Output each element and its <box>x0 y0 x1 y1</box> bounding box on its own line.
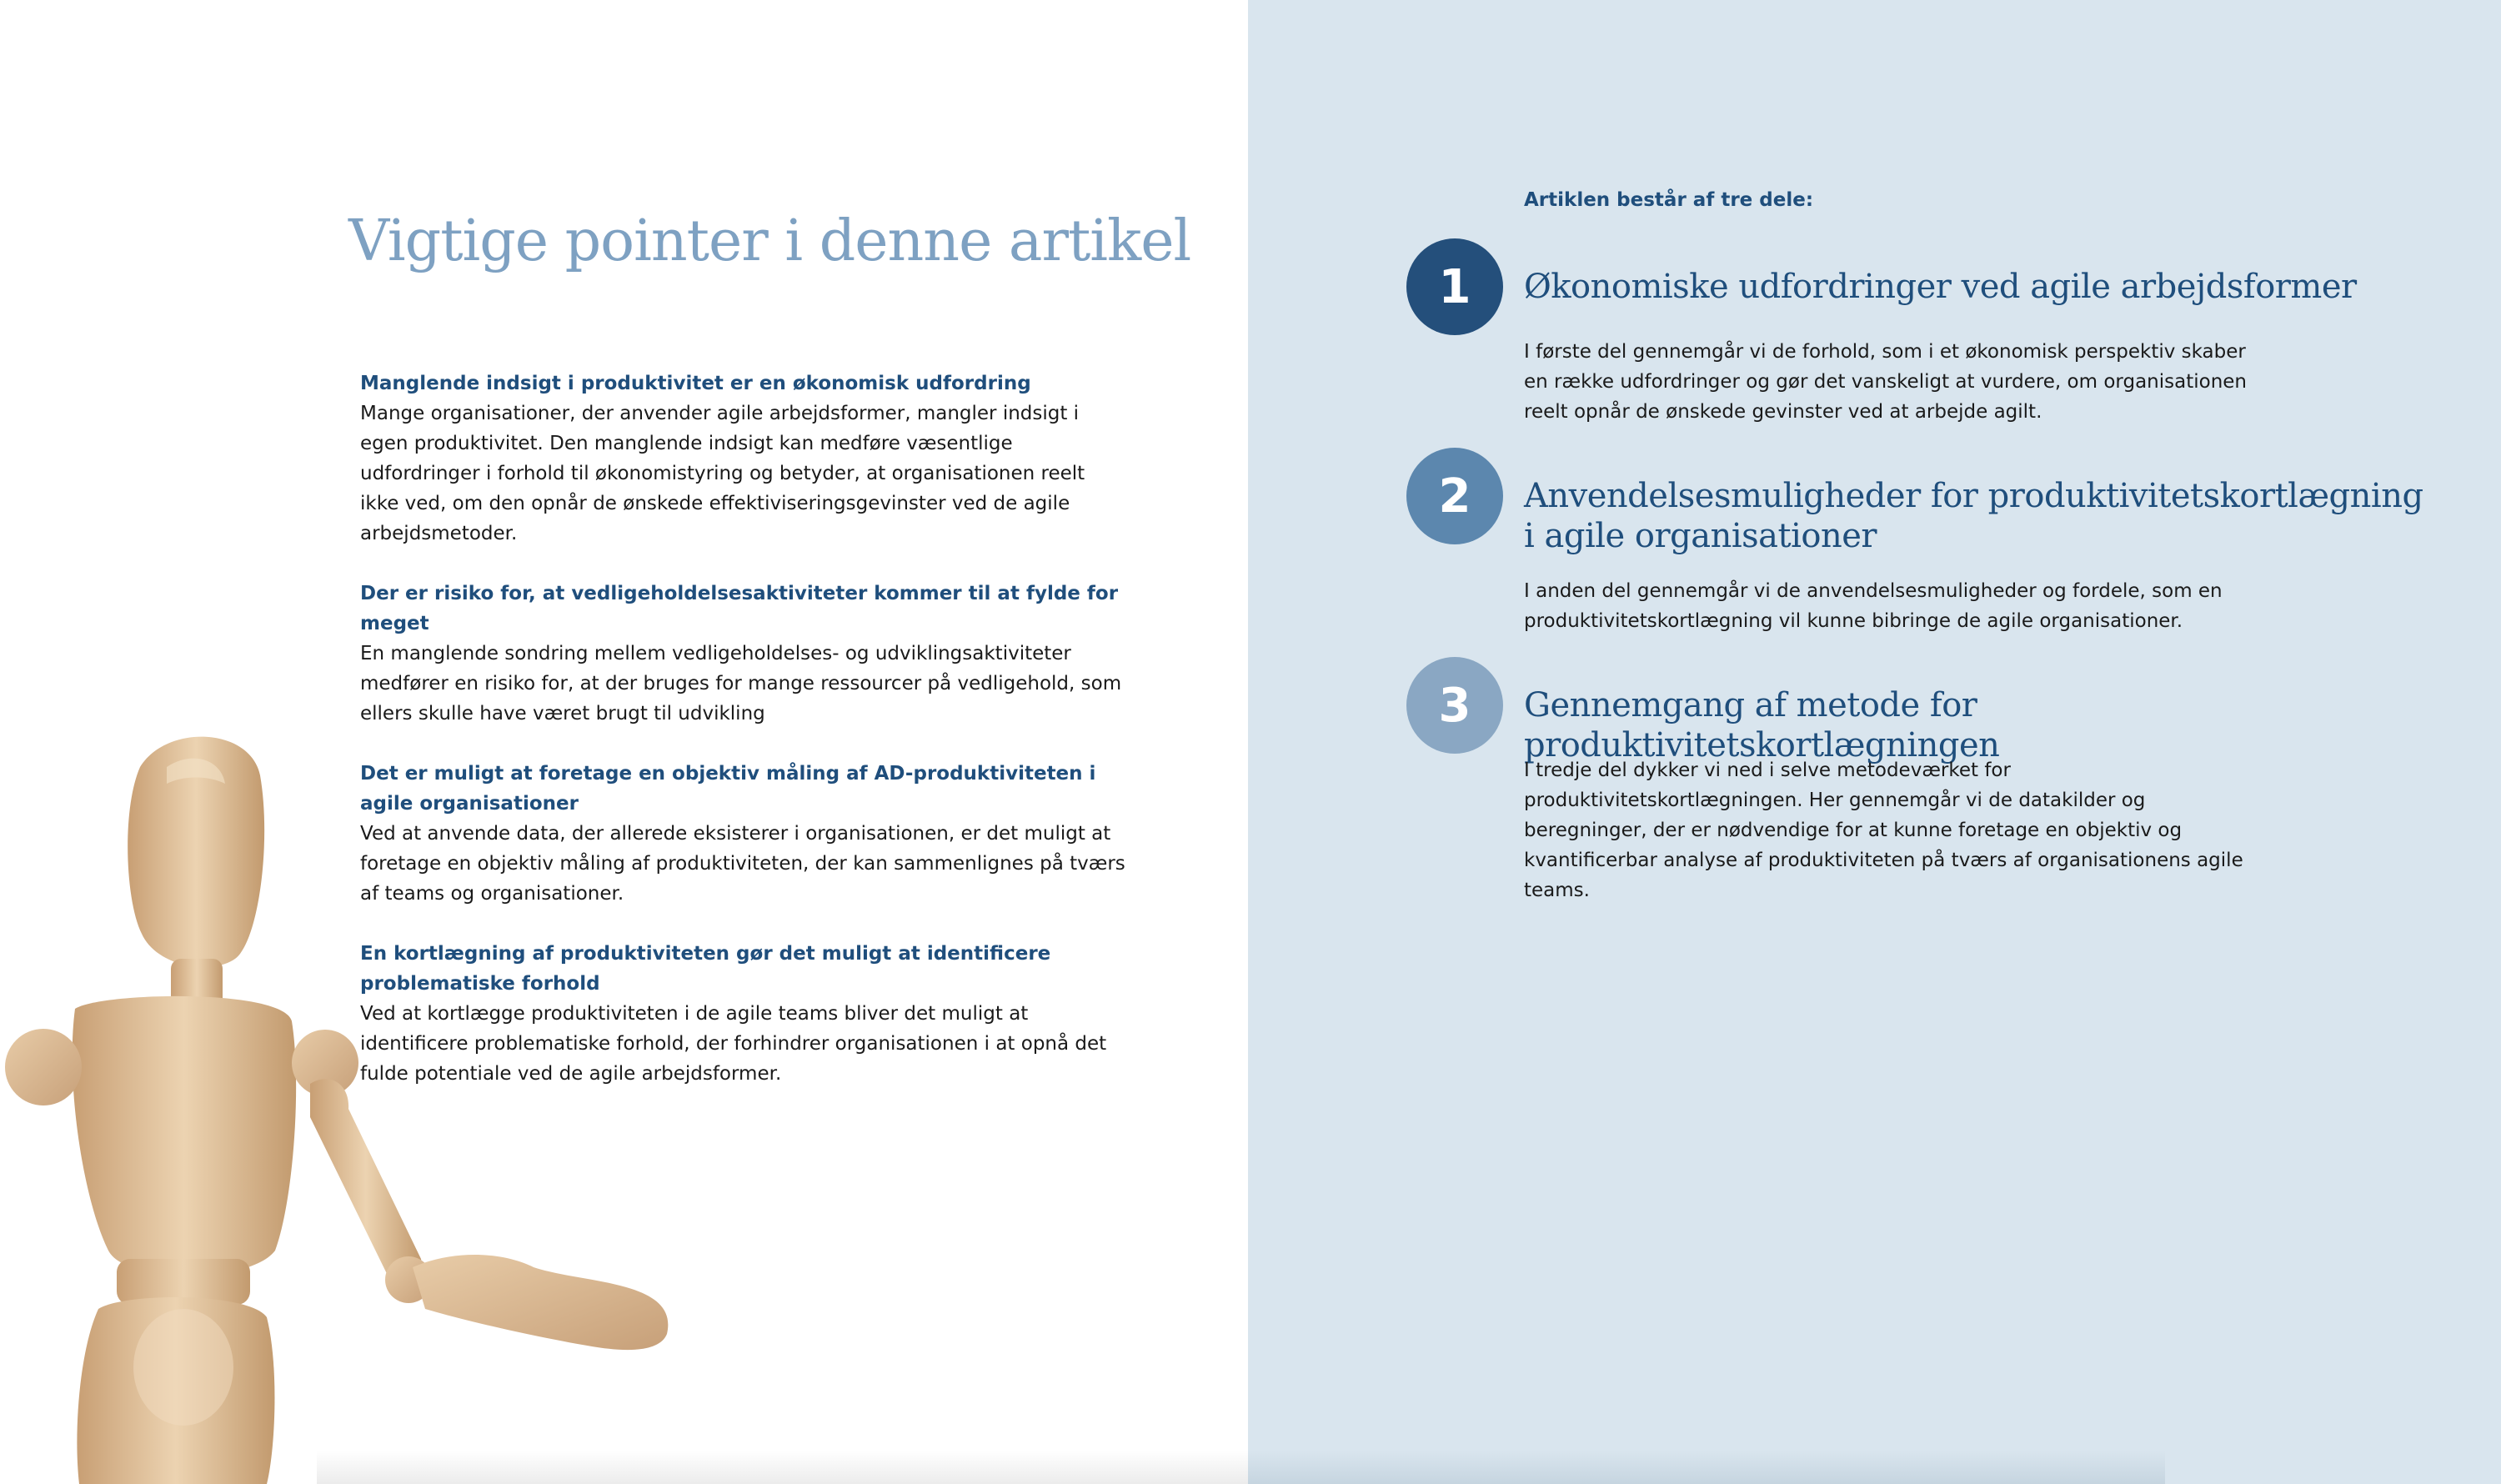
section-number-badge: 1 <box>1406 238 1503 335</box>
page-bottom-shadow <box>1248 1451 2165 1484</box>
key-point-heading: Det er muligt at foretage en objektiv måling af AD-produktiviteten i agile organisationer <box>360 763 1096 815</box>
section-title: Gennemgang af metode for produktivitetskortlægningen <box>1524 686 2000 765</box>
right-page <box>1248 0 2501 1484</box>
section-body: I tredje del dykker vi ned i selve metodeværket for produktivitetskortlægningen. Her gennemgår vi de datakilder og beregninger, der er nødvendige for at kunne foretage en objektiv og kvantificerbar analyse af produktiviteten på tværs af organisationens agile teams. <box>1524 760 2243 901</box>
section-body: I første del gennemgår vi de forhold, som i et økonomisk perspektiv skaber en række udfordringer og gør det vanskeligt at vurdere, om organisationen reelt opnår de ønskede gevinster ved at arbejde agilt. <box>1524 341 2247 423</box>
key-point <box>360 939 1127 1089</box>
key-point-body: En manglende sondring mellem vedligeholdelses- og udviklingsaktiviteter medfører en risiko for, at der bruges for mange ressourcer på vedligehold, som ellers skulle have været brugt til udvikling <box>360 643 1122 724</box>
page-bottom-shadow <box>317 1451 1248 1484</box>
section-number-badge: 3 <box>1406 657 1503 754</box>
key-point-heading: Manglende indsigt i produktivitet er en økonomisk udfordring <box>360 373 1031 394</box>
section-number-badge: 2 <box>1406 448 1503 544</box>
key-point-body: Ved at anvende data, der allerede eksisterer i organisationen, er det muligt at foretage en objektiv måling af produktiviteten, der kan sammenlignes på tværs af teams og organisationer. <box>360 823 1125 905</box>
page-title: Vigtige pointer i denne artikel <box>348 208 1191 274</box>
key-point-body: Ved at kortlægge produktiviteten i de agile teams bliver det muligt at identificere problematiske forhold, der forhindrer organisationen i at opnå det fulde potentiale ved de agile arbejdsformer. <box>360 1003 1107 1085</box>
sections-intro: Artiklen består af tre dele: <box>1524 189 1814 211</box>
key-point <box>360 759 1127 909</box>
key-point-heading: En kortlægning af produktiviteten gør det muligt at identificere problematiske forhold <box>360 943 1051 995</box>
key-point-heading: Der er risiko for, at vedligeholdelsesaktiviteter kommer til at fylde for meget <box>360 583 1119 634</box>
section-title: Økonomiske udfordringer ved agile arbejdsformer <box>1524 268 2357 306</box>
section-title: Anvendelsesmuligheder for produktivitetskortlægning i agile organisationer <box>1524 477 2423 555</box>
section-body: I anden del gennemgår vi de anvendelsesmuligheder og fordele, som en produktivitetskortlægning vil kunne bibringe de agile organisationer. <box>1524 580 2223 632</box>
key-point-body: Mange organisationer, der anvender agile arbejdsformer, mangler indsigt i egen produktivitet. Den manglende indsigt kan medføre væsentlige udfordringer i forhold til økonomistyring og betyder, at organisationen reelt ikke ved, om den opnår de ønskede effektiviseringsgevinster ved de agile arbejdsmetoder. <box>360 403 1085 544</box>
left-page <box>0 0 1248 1484</box>
key-point <box>360 368 1127 549</box>
key-points-list <box>360 368 1127 1119</box>
key-point <box>360 579 1127 729</box>
